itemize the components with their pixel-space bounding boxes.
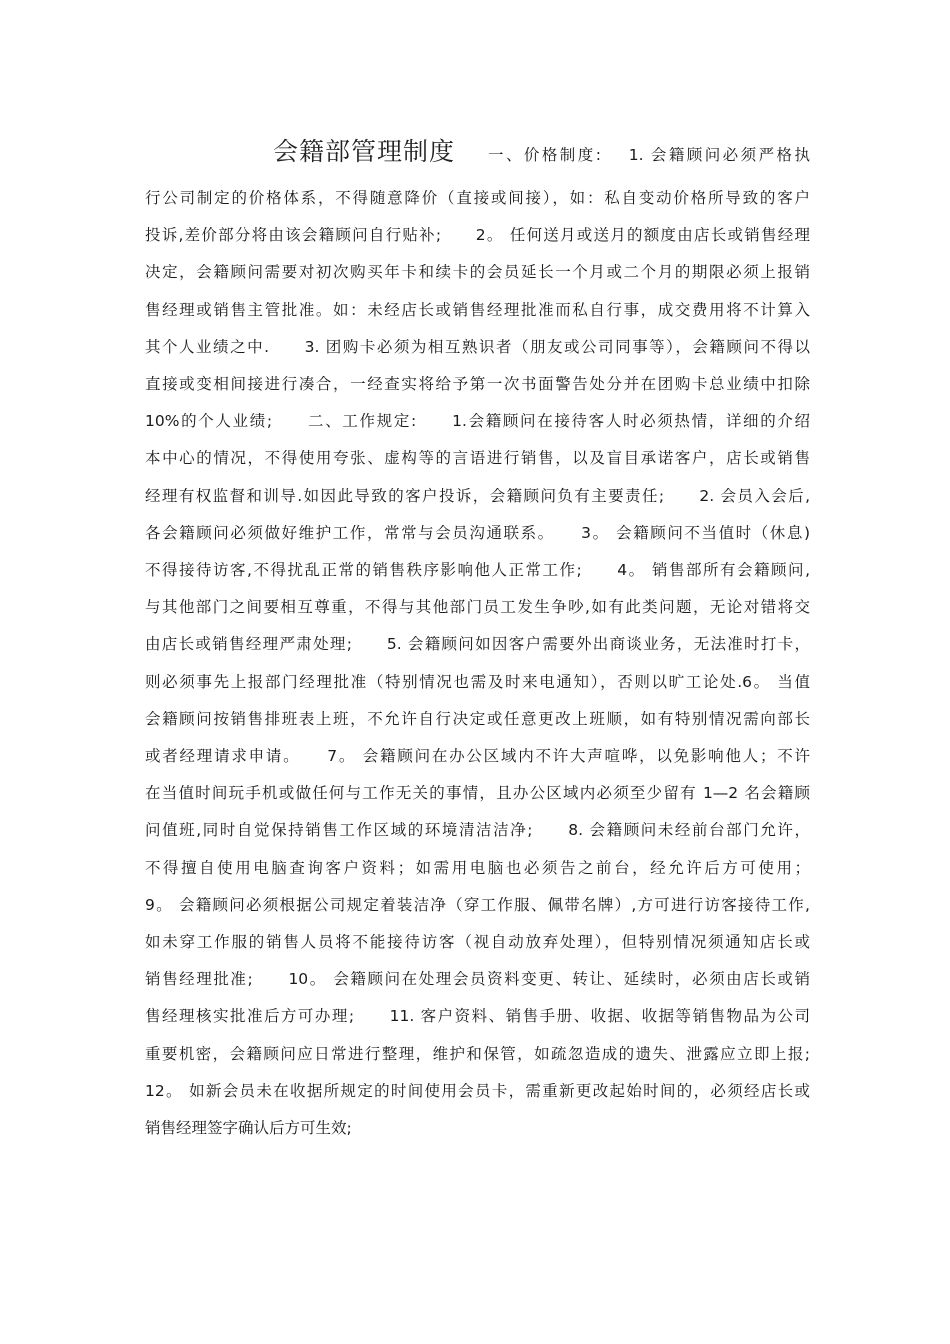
body-text-line: 本中心的情况，不得使用夸张、虚构等的言语进行销售，以及盲目承诺客户，店长或销售 xyxy=(145,449,810,468)
body-text-line: 重要机密，会籍顾问应日常进行整理，维护和保管，如疏忽造成的遗失、泄露应立即上报; xyxy=(145,1044,810,1063)
body-text-line: 不得擅自使用电脑查询客户资料；如需用电脑也必须告之前台，经允许后方可使用； xyxy=(145,858,810,877)
body-text-line: 如未穿工作服的销售人员将不能接待访客（视自动放弃处理），但特别情况须通知店长或 xyxy=(145,933,810,951)
body-text-line: 其个人业绩之中. 3. 团购卡必须为相互熟识者（朋友或公司同事等），会籍顾问不得以 xyxy=(145,337,810,356)
body-text-line: 经理有权监督和训导.如因此导致的客户投诉，会籍顾问负有主要责任; 2. 会员入会后, xyxy=(145,486,810,505)
body-text-line: 销售经理批准; 10。 会籍顾问在处理会员资料变更、转让、延续时，必须由店长或销 xyxy=(145,970,810,989)
body-text-line: 直接或变相间接进行凑合，一经查实将给予第一次书面警告处分并在团购卡总业绩中扣除 xyxy=(145,375,810,393)
body-text-line: 9。 会籍顾问必须根据公司规定着装洁净（穿工作服、佩带名牌）,方可进行访客接待工作, xyxy=(145,895,810,914)
body-text-line: 问值班,同时自觉保持销售工作区域的环境清洁洁净; 8. 会籍顾问未经前台部门允许， xyxy=(145,821,810,840)
body-text-line: 销售经理签字确认后方可生效; xyxy=(145,1119,352,1137)
body-text-line: 售经理核实批准后方可办理; 11. 客户资料、销售手册、收据、收据等销售物品为公司 xyxy=(145,1007,810,1026)
document-title: 会籍部管理制度 xyxy=(273,137,456,166)
body-text-line: 不得接待访客,不得扰乱正常的销售秩序影响他人正常工作; 4。 销售部所有会籍顾问, xyxy=(145,561,810,579)
body-text-line: 售经理或销售主管批准。如：未经店长或销售经理批准而私自行事，成交费用将不计算入 xyxy=(145,300,810,319)
first-line xyxy=(145,130,810,174)
body-text-line: 10%的个人业绩; 二、工作规定: 1.会籍顾问在接待客人时必须热情，详细的介绍 xyxy=(145,412,810,431)
body-text-line: 会籍顾问按销售排班表上班，不允许自行决定或任意更改上班顺，如有特别情况需向部长 xyxy=(145,709,810,728)
body-text-line: 在当值时间玩手机或做任何与工作无关的事情，且办公区域内必须至少留有 1—2 名会籍顾 xyxy=(145,784,810,803)
body-text-line: 或者经理请求申请。 7。 会籍顾问在办公区域内不许大声喧哗，以免影响他人；不许 xyxy=(145,747,810,765)
body-text-line: 决定，会籍顾问需要对初次购买年卡和续卡的会员延长一个月或二个月的期限必须上报销 xyxy=(145,263,810,282)
body-text-line: 投诉,差价部分将由该会籍顾问自行贴补; 2。 任何送月或送月的额度由店长或销售经理 xyxy=(145,226,810,245)
body-text-line: 由店长或销售经理严肃处理; 5. 会籍顾问如因客户需要外出商谈业务，无法准时打卡， xyxy=(145,635,810,654)
body-text-line: 行公司制定的价格体系，不得随意降价（直接或间接），如：私自变动价格所导致的客户 xyxy=(145,189,810,207)
body-text-line: 各会籍顾问必须做好维护工作，常常与会员沟通联系。 3。 会籍顾问不当值时（休息) xyxy=(145,523,810,542)
body-text-line: 与其他部门之间要相互尊重，不得与其他部门员工发生争吵,如有此类问题，无论对错将交 xyxy=(145,598,810,617)
first-line-text: 一、价格制度: 1. 会籍顾问必须严格执 xyxy=(488,146,810,164)
body-text-line: 12。 如新会员未在收据所规定的时间使用会员卡，需重新更改起始时间的，必须经店长或 xyxy=(145,1081,810,1100)
body-text-line: 则必须事先上报部门经理批准（特别情况也需及时来电通知），否则以旷工论处.6。 当值 xyxy=(145,672,810,691)
